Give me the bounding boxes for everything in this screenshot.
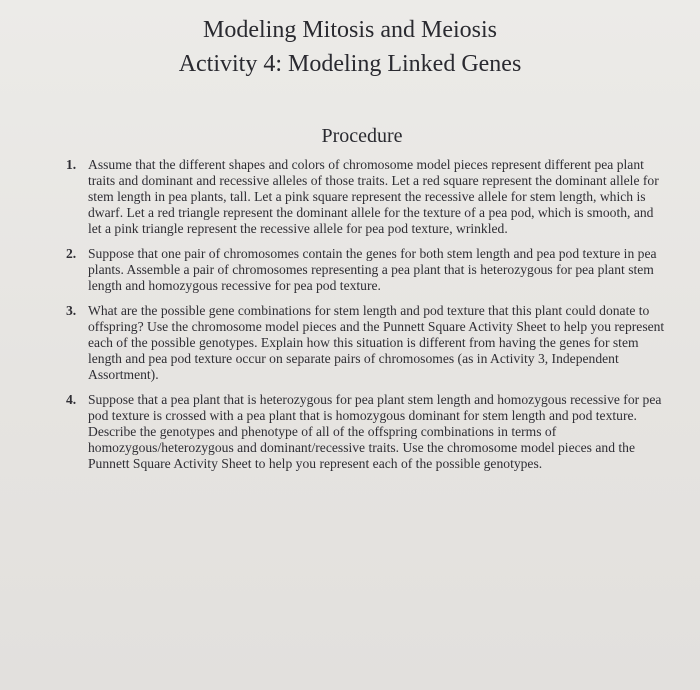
procedure-step [60,157,668,237]
procedure-step [60,303,668,383]
step-number: 4. [66,392,77,407]
step-number: 3. [66,303,77,318]
step-number: 1. [66,157,77,172]
procedure-list [60,157,668,481]
section-heading: Procedure [321,125,403,147]
page-title: Modeling Mitosis and Meiosis [202,17,497,43]
procedure-step [60,392,668,472]
step-text: Suppose that one pair of chromosomes contain the genes for both stem length and pea pod texture in pea plants. Assemble a pair of chromosomes representing a pea plant that is heterozygous for pea plant stem length and homozygous recessive for pea pod texture. [88,246,657,293]
step-number: 2. [66,246,77,261]
step-text: What are the possible gene combinations for stem length and pod texture that this plant could donate to offspring? Use the chromosome model pieces and the Punnett Square Activity Sheet to help you represent each of the possible genotypes. Explain how this situation is different from having the genes for stem length and pea pod texture occur on separate pairs of chromosomes (as in Activity 3, Independent Assortment). [88,303,665,382]
step-text: Assume that the different shapes and colors of chromosome model pieces represent different pea plant traits and dominant and recessive alleles of those traits. Let a red square represent the dominant allele for stem length in pea plants, tall. Let a pink square represent the recessive allele for stem length, which is dwarf. Let a red triangle represent the dominant allele for the texture of a pea pod, which is smooth, and let a pink triangle represent the recessive allele for pea pod texture, wrinkled. [88,157,659,236]
procedure-step [60,246,668,294]
activity-subtitle: Activity 4: Modeling Linked Genes [178,51,522,77]
step-text: Suppose that a pea plant that is heterozygous for pea plant stem length and homozygous recessive for pea pod texture is crossed with a pea plant that is homozygous dominant for stem length and pod texture. Describe the genotypes and phenotype of all of the offspring combinations in terms of homozygous/heterozygous and dominant/recessive traits. Use the chromosome model pieces and the Punnett Square Activity Sheet to help you represent each of the possible genotypes. [88,392,662,471]
